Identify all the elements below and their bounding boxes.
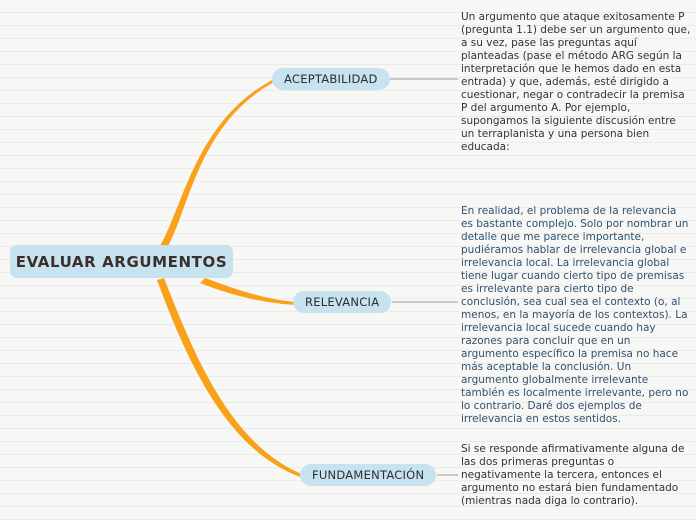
- note-text-fundamentacion: Si se responde afirmativamente alguna de las dos primeras preguntas o negativamente la tercera, entonces el argumento no estará bien fundamentado (mientras nada diga lo contrario).: [461, 443, 685, 507]
- root-node[interactable]: [10, 245, 233, 278]
- branch-node-label-aceptabilidad: ACEPTABILIDAD: [284, 72, 378, 86]
- branch-node-fundamentacion[interactable]: [300, 464, 436, 486]
- branch-curve-fundamentacion: [157, 278, 304, 478]
- branch-curve-relevancia: [200, 278, 296, 305]
- note-text-aceptabilidad: Un argumento que ataque exitosamente P (pregunta 1.1) debe ser un argumento que, a su vez, pase las preguntas aquí planteadas (pase el método ARG según la interpretación que le hemos dado en esta entrada) y que, además, esté dirigido a cuestionar, negar o contradecir la premisa P del argumento A. Por ejemplo, supongamos la siguiente discusión entre un terraplanista y una persona bien educada:: [461, 11, 691, 153]
- branch-curve-aceptabilidad: [160, 79, 274, 250]
- branch-node-label-relevancia: RELEVANCIA: [305, 295, 380, 309]
- root-node-label: EVALUAR ARGUMENTOS: [15, 252, 228, 271]
- branch-node-label-fundamentacion: FUNDAMENTACIÓN: [312, 468, 425, 482]
- branch-node-relevancia[interactable]: [293, 291, 391, 313]
- branch-node-aceptabilidad[interactable]: [272, 68, 390, 90]
- note-text-relevancia: En realidad, el problema de la relevancia es bastante complejo. Solo por nombrar un detalle que me parece importante, pudiéramos hablar de irrelevancia global e irrelevancia local. La irrelevancia global tiene lugar cuando cierto tipo de premisas es irrelevante para cierto tipo de conclusión, sea cual sea el contexto (o, al menos, en la mayoría de los contextos). La irrelevancia local sucede cuando hay razones para concluir que en un argumento específico la premisa no hace más aceptable la conclusión. Un argumento globalmente irrelevante también es localmente irrelevante, pero no lo contrario. Daré dos ejemplos de irrelevancia en estos sentidos.: [461, 205, 689, 425]
